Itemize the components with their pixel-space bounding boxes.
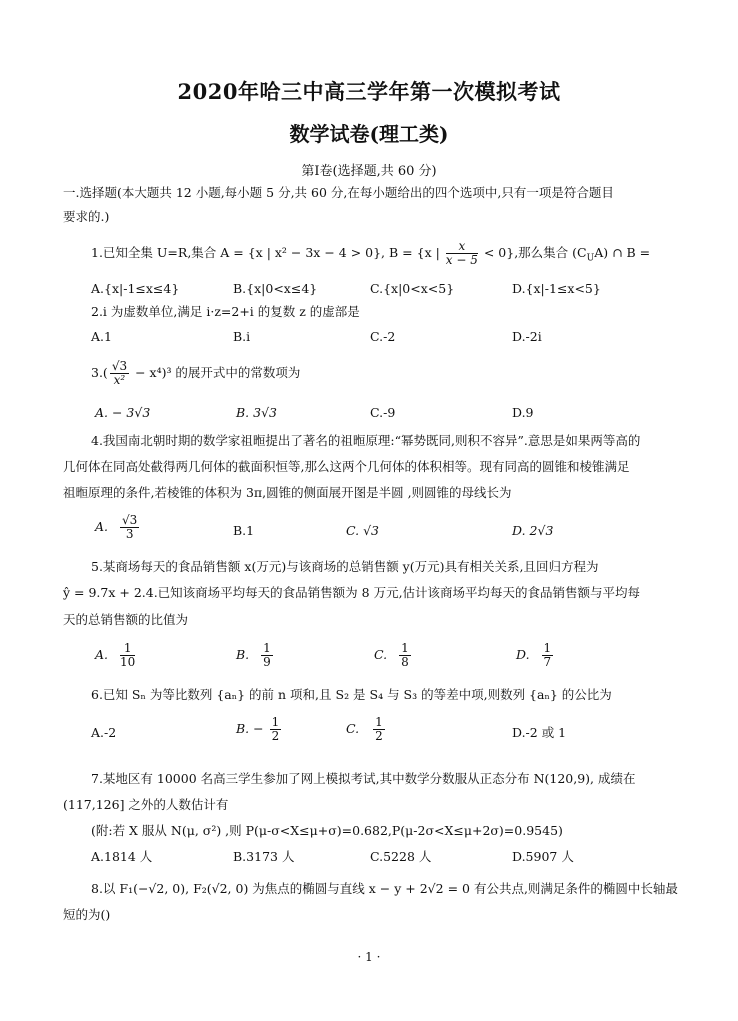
q1-option-a: A.{x|-1≤x≤4} (91, 281, 180, 296)
q6-option-b-numerator: 1 (271, 715, 280, 729)
q6-option-c-fraction (373, 716, 385, 743)
q5-option-a-fraction (120, 642, 135, 669)
q4-option-d: D. 2√3 (512, 523, 554, 538)
q5-option-a-denominator: 10 (120, 655, 136, 669)
q5-option-b-numerator: 1 (263, 641, 271, 655)
q4-option-b: B.1 (233, 523, 255, 538)
question-1-stem (91, 240, 650, 268)
part-heading: 第Ⅰ卷(选择题,共 60 分) (301, 164, 437, 179)
q6-option-d: D.-2 或 1 (512, 725, 567, 740)
q2-option-a: A.1 (91, 329, 112, 344)
q3-option-a: A. − 3√3 (95, 405, 151, 420)
q5-option-d-denominator: 7 (543, 655, 552, 669)
q6-option-c (346, 716, 387, 743)
q5-option-a-label: A. (95, 647, 109, 662)
q5-option-c-label: C. (374, 647, 388, 662)
q5-option-b-denominator: 9 (263, 655, 271, 669)
q5-option-b-label: B. (236, 647, 250, 662)
q1-subscript: U (586, 253, 595, 264)
question-4-line-1: 4.我国南北朝时期的数学家祖暅提出了著名的祖暅原理:“幂势既同,则积不容异”.意思是如果两等高的 (91, 433, 641, 448)
q4-option-a-label: A. (95, 519, 109, 534)
q4-option-a-numerator: √3 (122, 513, 138, 527)
q1-stem-part-a: 1.已知全集 U=R,集合 A = {x | x² − 3x − 4 > 0}, B = {x | (91, 245, 444, 260)
question-5-line-2: ŷ = 9.7x + 2.4.已知该商场平均每天的食品销售额为 8 万元,估计该商场平均每天的食品销售额与平均每 (63, 585, 641, 600)
q3-option-d: D.9 (512, 405, 534, 420)
q6-option-b-denominator: 2 (271, 729, 280, 743)
q5-option-d-label: D. (516, 647, 530, 662)
q6-option-b-label: B. − (236, 721, 264, 736)
q4-option-a-fraction (120, 514, 139, 541)
q5-option-b (236, 642, 275, 669)
question-7-line-3: (附:若 X 服从 N(μ, σ²) ,则 P(μ-σ<X≤μ+σ)=0.682,P(μ-2σ<X≤μ+2σ)=0.9545) (91, 823, 563, 838)
question-2-stem: 2.i 为虚数单位,满足 i·z=2+i 的复数 z 的虚部是 (91, 304, 360, 319)
q2-option-d: D.-2i (512, 329, 542, 344)
section-instructions-line-2: 要求的.) (63, 209, 110, 224)
question-6-stem: 6.已知 Sₙ 为等比数列 {aₙ} 的前 n 项和,且 S₂ 是 S₄ 与 S₃ 的等差中项,则数列 {aₙ} 的公比为 (91, 687, 612, 702)
q7-option-b: B.3173 人 (233, 849, 295, 864)
q5-option-b-fraction (261, 642, 273, 669)
question-7-line-2: (117,126] 之外的人数估计有 (63, 797, 229, 812)
q2-option-b: B.i (233, 329, 251, 344)
q3-option-c: C.-9 (370, 405, 396, 420)
q5-option-d-fraction (542, 642, 554, 669)
q5-option-c-fraction (399, 642, 411, 669)
q3-fraction (110, 360, 129, 387)
q1-stem-part-c: A) ∩ B = (594, 245, 651, 260)
q5-option-a-numerator: 1 (120, 642, 135, 656)
q1-stem-part-b: < 0},那么集合 (C (479, 245, 587, 260)
q5-option-a (95, 642, 137, 669)
q3-frac-denominator: x² (113, 373, 126, 387)
page-number: · 1 · (357, 950, 381, 964)
q6-option-c-denominator: 2 (375, 729, 383, 743)
q7-option-a: A.1814 人 (91, 849, 153, 864)
q1-frac-numerator: x (446, 240, 478, 254)
q3-option-b: B. 3√3 (236, 405, 278, 420)
q3-stem-part-a: 3.( (91, 365, 108, 380)
q6-option-a: A.-2 (91, 725, 117, 740)
q3-frac-numerator: √3 (111, 359, 128, 373)
question-8-line-1: 8.以 F₁(−√2, 0), F₂(√2, 0) 为焦点的椭圆与直线 x − y + 2√2 = 0 有公共点,则满足条件的椭圆中长轴最 (91, 881, 678, 896)
q4-option-a (95, 514, 141, 541)
q1-option-d: D.{x|-1≤x<5} (512, 281, 601, 296)
q1-option-b: B.{x|0<x≤4} (233, 281, 318, 296)
question-5-line-1: 5.某商场每天的食品销售额 x(万元)与该商场的总销售额 y(万元)具有相关关系,且回归方程为 (91, 559, 599, 574)
q6-option-c-numerator: 1 (375, 715, 383, 729)
q6-option-b (236, 716, 283, 743)
q3-stem-part-b: − x⁴)³ 的展开式中的常数项为 (131, 365, 301, 380)
question-5-line-3: 天的总销售额的比值为 (63, 612, 189, 627)
q7-option-d: D.5907 人 (512, 849, 574, 864)
q5-option-d (516, 642, 555, 669)
q5-option-c-numerator: 1 (401, 641, 409, 655)
question-3-stem (91, 360, 300, 387)
q5-option-c-denominator: 8 (401, 655, 409, 669)
q7-option-c: C.5228 人 (370, 849, 432, 864)
q1-option-c: C.{x|0<x<5} (370, 281, 455, 296)
q6-option-c-label: C. (346, 721, 360, 736)
q6-option-b-fraction (270, 716, 282, 743)
q1-frac-denominator: x − 5 (445, 253, 478, 267)
q5-option-c (374, 642, 413, 669)
question-4-line-2: 几何体在同高处截得两几何体的截面积恒等,那么这两个几何体的体积相等。现有同高的圆锥和棱锥满足 (63, 459, 630, 474)
section-instructions-line-1: 一.选择题(本大题共 12 小题,每小题 5 分,共 60 分,在每小题给出的四个选项中,只有一项是符合题目 (63, 185, 614, 200)
q5-option-d-numerator: 1 (543, 641, 552, 655)
q4-option-c: C. √3 (346, 523, 379, 538)
question-8-line-2: 短的为() (63, 907, 111, 922)
question-7-line-1: 7.某地区有 10000 名高三学生参加了网上模拟考试,其中数学分数服从正态分布 N(120,9), 成绩在 (91, 771, 636, 786)
q1-fraction (446, 240, 478, 267)
exam-subtitle: 数学试卷(理工类) (289, 122, 449, 146)
exam-title: 2020年哈三中高三学年第一次模拟考试 (177, 79, 561, 104)
q4-option-a-denominator: 3 (125, 527, 134, 541)
question-4-line-3: 祖暅原理的条件,若棱锥的体积为 3π,圆锥的侧面展开图是半圆 ,则圆锥的母线长为 (63, 485, 512, 500)
q2-option-c: C.-2 (370, 329, 396, 344)
